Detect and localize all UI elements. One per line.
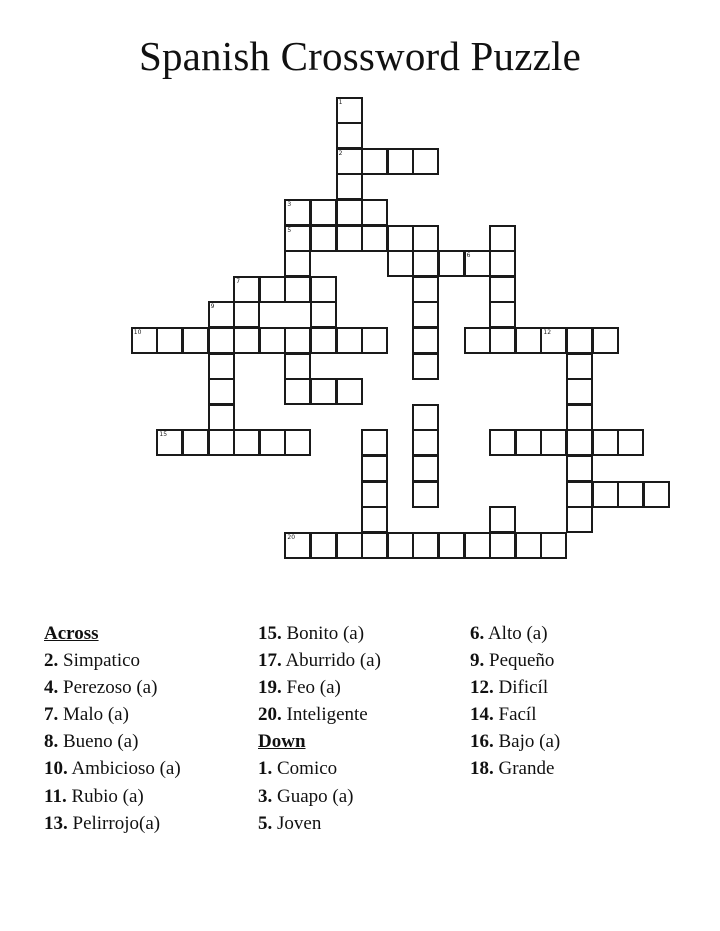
grid-cell[interactable] (336, 122, 363, 149)
grid-cell[interactable] (412, 532, 439, 559)
grid-cell[interactable] (208, 378, 235, 405)
grid-cell[interactable] (361, 148, 388, 175)
clue-number: 8. (44, 731, 59, 753)
grid-cell[interactable] (540, 327, 567, 354)
grid-cell[interactable] (515, 532, 542, 559)
clue-number-label: 3 (287, 201, 292, 208)
grid-cell[interactable] (412, 148, 439, 175)
clue-item (258, 674, 381, 701)
grid-cell[interactable] (336, 327, 363, 354)
grid-cell[interactable] (310, 327, 337, 354)
grid-cell[interactable] (387, 250, 414, 277)
clue-number-label: 7 (236, 277, 241, 285)
grid-cell[interactable] (464, 327, 491, 354)
grid-cell[interactable] (284, 276, 311, 303)
grid-cell[interactable] (208, 429, 235, 456)
clue-item (258, 783, 381, 810)
grid-cell[interactable] (489, 225, 516, 252)
grid-cell[interactable] (208, 404, 235, 431)
grid-cell[interactable] (566, 455, 593, 482)
clue-number: 16. (470, 731, 494, 753)
clue-number: 3. (258, 785, 273, 807)
grid-cell[interactable] (284, 327, 311, 354)
grid-cell[interactable] (592, 481, 619, 508)
grid-cell[interactable] (566, 481, 593, 508)
grid-cell[interactable] (566, 353, 593, 380)
clue-number: 15. (258, 623, 282, 644)
clue-text: Bajo (a) (498, 731, 561, 753)
grid-cell[interactable] (464, 250, 491, 277)
grid-cell[interactable] (310, 276, 337, 303)
grid-cell[interactable] (310, 378, 337, 405)
grid-cell[interactable] (284, 225, 311, 252)
grid-cell[interactable] (489, 301, 516, 328)
grid-cell[interactable] (156, 327, 183, 354)
grid-cell[interactable] (131, 327, 158, 354)
grid-cell[interactable] (566, 404, 593, 431)
grid-cell[interactable] (464, 532, 491, 559)
grid-cell[interactable] (412, 327, 439, 354)
clue-number: 5. (258, 812, 273, 834)
grid-cell[interactable] (336, 199, 363, 226)
clue-item (258, 647, 381, 674)
grid-cell[interactable] (156, 429, 183, 456)
grid-cell[interactable] (412, 404, 439, 431)
clue-item (470, 728, 560, 755)
grid-cell[interactable] (284, 250, 311, 277)
clue-number: 19. (258, 677, 282, 699)
grid-cell[interactable] (489, 506, 516, 533)
clue-number-label: 6 (466, 252, 471, 260)
clue-number: 12. (470, 677, 494, 699)
grid-cell[interactable] (208, 327, 235, 354)
grid-cell[interactable] (208, 301, 235, 328)
clue-text: Pelirrojo(a) (72, 812, 161, 834)
grid-cell[interactable] (361, 455, 388, 482)
clue-text: Ambicioso (a) (71, 758, 181, 780)
grid-cell[interactable] (361, 429, 388, 456)
grid-cell[interactable] (233, 429, 260, 456)
clue-number: 7. (44, 704, 59, 726)
clue-number: 18. (470, 758, 494, 780)
grid-cell[interactable] (412, 301, 439, 328)
grid-cell[interactable] (412, 225, 439, 252)
clue-number-label: 1 (338, 98, 343, 106)
grid-cell[interactable] (284, 532, 311, 559)
clue-text: Perezoso (a) (63, 677, 158, 699)
clue-number: 20. (258, 704, 282, 726)
grid-cell[interactable] (336, 532, 363, 559)
grid-cell[interactable] (387, 532, 414, 559)
grid-cell[interactable] (489, 327, 516, 354)
grid-cell[interactable] (515, 429, 542, 456)
clue-text: Aburrido (a) (285, 650, 381, 672)
clue-text: Inteligente (286, 704, 368, 726)
clue-text: Simpatico (63, 650, 141, 672)
clue-item (44, 701, 181, 728)
grid-cell[interactable] (284, 353, 311, 380)
clue-item (258, 701, 381, 728)
clue-item (258, 755, 381, 782)
clue-item (44, 810, 181, 837)
clue-item (258, 620, 381, 647)
clue-text: Guapo (a) (277, 785, 354, 807)
grid-cell[interactable] (284, 199, 311, 226)
grid-cell[interactable] (412, 276, 439, 303)
grid-cell[interactable] (233, 276, 260, 303)
grid-cell[interactable] (336, 225, 363, 252)
grid-cell[interactable] (540, 429, 567, 456)
grid-cell[interactable] (361, 481, 388, 508)
clue-number: 2. (44, 650, 59, 672)
clue-number-label: 9 (210, 303, 215, 311)
clue-number-label: 12 (543, 329, 552, 336)
clue-text: Feo (a) (286, 677, 341, 699)
clue-number-label: 5 (287, 226, 292, 234)
clue-text: Dificíl (498, 677, 549, 699)
grid-cell[interactable] (310, 199, 337, 226)
grid-cell[interactable] (233, 301, 260, 328)
clue-item (258, 810, 381, 837)
clue-item (44, 647, 181, 674)
clue-number: 6. (470, 623, 485, 644)
grid-cell[interactable] (259, 327, 286, 354)
grid-cell[interactable] (361, 532, 388, 559)
grid-cell[interactable] (438, 532, 465, 559)
grid-cell[interactable] (182, 429, 209, 456)
clue-text: Bueno (a) (63, 731, 139, 753)
grid-cell[interactable] (438, 250, 465, 277)
grid-cell[interactable] (336, 378, 363, 405)
grid-cell[interactable] (259, 429, 286, 456)
grid-cell[interactable] (592, 429, 619, 456)
grid-cell[interactable] (233, 327, 260, 354)
puzzle-title: Spanish Crossword Puzzle (138, 33, 582, 79)
clue-text: Joven (277, 812, 322, 834)
grid-cell[interactable] (489, 532, 516, 559)
grid-cell[interactable] (566, 429, 593, 456)
grid-cell[interactable] (361, 225, 388, 252)
clue-item (44, 674, 181, 701)
grid-cell[interactable] (617, 481, 644, 508)
grid-cell[interactable] (310, 301, 337, 328)
clues-column-3 (470, 620, 560, 783)
grid-cell[interactable] (336, 148, 363, 175)
clues-column-1 (44, 620, 181, 837)
grid-cell[interactable] (489, 429, 516, 456)
clue-number: 17. (258, 650, 282, 672)
grid-cell[interactable] (412, 429, 439, 456)
grid-cell[interactable] (489, 250, 516, 277)
grid-cell[interactable] (310, 532, 337, 559)
grid-cell[interactable] (592, 327, 619, 354)
clue-text: Facíl (498, 704, 537, 726)
clue-text: Grande (498, 758, 555, 780)
clue-item (470, 620, 560, 647)
grid-cell[interactable] (361, 327, 388, 354)
clue-text: Comico (277, 758, 338, 780)
grid-cell[interactable] (336, 173, 363, 200)
grid-cell[interactable] (208, 353, 235, 380)
clue-text: Rubio (a) (71, 785, 144, 807)
clue-text: Pequeño (489, 650, 555, 672)
grid-cell[interactable] (540, 532, 567, 559)
clue-text: Bonito (a) (286, 623, 365, 644)
clue-number-label: 15 (159, 431, 168, 439)
grid-cell[interactable] (412, 455, 439, 482)
clue-heading: Across (44, 623, 99, 644)
grid-cell[interactable] (489, 276, 516, 303)
grid-cell[interactable] (387, 225, 414, 252)
clue-number-label: 20 (287, 533, 296, 541)
clue-number-label: 10 (133, 329, 142, 336)
clue-number: 9. (470, 650, 485, 672)
clue-item (470, 647, 560, 674)
grid-cell[interactable] (310, 225, 337, 252)
clue-number: 13. (44, 812, 68, 834)
grid-cell[interactable] (284, 429, 311, 456)
grid-cell[interactable] (643, 481, 670, 508)
clue-heading: Down (258, 731, 306, 753)
clue-item (44, 755, 181, 782)
grid-cell[interactable] (336, 97, 363, 124)
grid-cell[interactable] (617, 429, 644, 456)
clue-item (470, 674, 560, 701)
clue-text: Alto (a) (487, 623, 548, 644)
grid-cell[interactable] (566, 506, 593, 533)
grid-cell[interactable] (566, 378, 593, 405)
clue-number: 14. (470, 704, 494, 726)
clue-item (44, 783, 181, 810)
grid-cell[interactable] (259, 276, 286, 303)
clue-number: 11. (44, 785, 67, 807)
clue-text: Malo (a) (63, 704, 129, 726)
clue-item (44, 728, 181, 755)
clue-number-label: 2 (338, 149, 343, 157)
clue-number: 4. (44, 677, 59, 699)
clue-number: 1. (258, 758, 273, 780)
grid-cell[interactable] (412, 353, 439, 380)
grid-cell[interactable] (412, 250, 439, 277)
clues-column-2 (258, 620, 381, 837)
clue-item (470, 701, 560, 728)
grid-cell[interactable] (361, 199, 388, 226)
clue-item (470, 755, 560, 782)
grid-cell[interactable] (284, 378, 311, 405)
grid-cell[interactable] (515, 327, 542, 354)
grid-cell[interactable] (566, 327, 593, 354)
grid-cell[interactable] (387, 148, 414, 175)
grid-cell[interactable] (412, 481, 439, 508)
grid-cell[interactable] (182, 327, 209, 354)
grid-cell[interactable] (361, 506, 388, 533)
clue-number: 10. (44, 758, 68, 780)
